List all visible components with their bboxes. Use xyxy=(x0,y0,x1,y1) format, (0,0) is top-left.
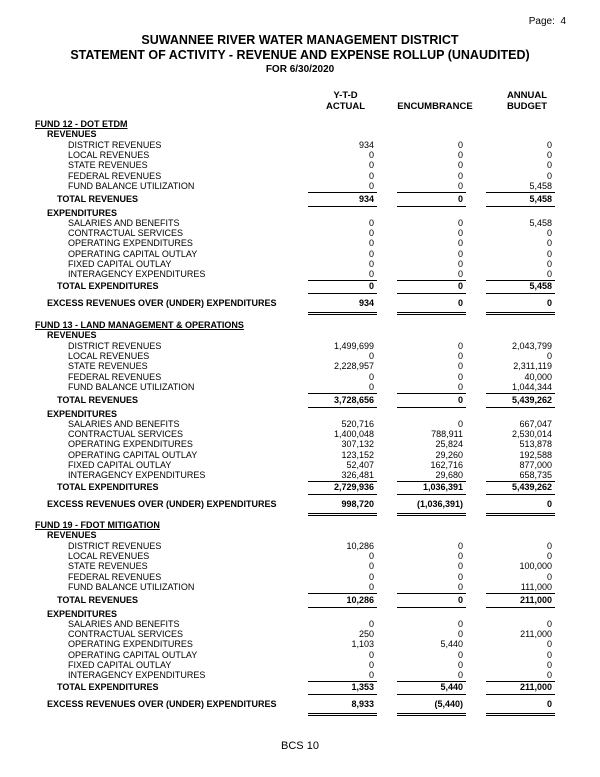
value-ytd-actual: 0 xyxy=(368,351,374,362)
expenditure-row xyxy=(0,429,600,439)
rule-line xyxy=(486,515,555,516)
rule-line xyxy=(486,312,555,313)
fund-title: FUND 19 - FDOT MITIGATION xyxy=(35,520,160,530)
row-label: CONTRACTUAL SERVICES xyxy=(68,629,184,640)
value-encumbrance: 162,716 xyxy=(430,459,463,470)
value-encumbrance: 0 xyxy=(457,269,463,279)
total-revenues-row xyxy=(0,194,600,204)
row-label: SALARIES AND BENEFITS xyxy=(68,218,180,228)
value-annual-budget: 658,735 xyxy=(519,470,552,480)
rule-line xyxy=(486,407,555,408)
value-encumbrance: 0 xyxy=(457,194,463,204)
value-ytd-actual: 0 xyxy=(368,381,374,392)
value-encumbrance: 0 xyxy=(457,170,463,181)
value-encumbrance: 0 xyxy=(457,361,463,372)
rule-line xyxy=(397,314,466,315)
value-ytd-actual: 998,720 xyxy=(341,499,374,510)
value-encumbrance: 0 xyxy=(457,649,463,660)
revenue-row xyxy=(0,351,600,361)
rule-line xyxy=(486,513,555,514)
revenues-heading: REVENUES xyxy=(47,129,97,139)
value-annual-budget: 2,043,799 xyxy=(511,341,552,351)
value-annual-budget: 0 xyxy=(546,659,552,670)
value-encumbrance: 0 xyxy=(457,238,463,249)
row-label: EXCESS REVENUES OVER (UNDER) EXPENDITURES xyxy=(47,298,277,309)
row-label: CONTRACTUAL SERVICES xyxy=(68,429,184,440)
expenditure-row xyxy=(0,650,600,660)
row-label: LOCAL REVENUES xyxy=(68,351,150,362)
value-ytd-actual: 0 xyxy=(368,170,374,181)
row-label: INTERAGENCY EXPENDITURES xyxy=(68,269,206,279)
value-annual-budget: 667,047 xyxy=(519,419,552,429)
total-revenues-row xyxy=(0,595,600,605)
rule-line xyxy=(308,713,377,714)
value-annual-budget: 0 xyxy=(546,150,552,161)
budget-line1: ANNUAL xyxy=(506,90,548,101)
report-period: FOR 6/30/2020 xyxy=(265,64,335,75)
expenditures-heading: EXPENDITURES xyxy=(47,609,118,619)
column-header-ytd-actual xyxy=(318,90,373,112)
value-annual-budget: 0 xyxy=(546,571,552,582)
rule-line xyxy=(486,593,555,594)
value-ytd-actual: 0 xyxy=(368,581,374,592)
expenditure-row xyxy=(0,450,600,460)
row-label: TOTAL REVENUES xyxy=(57,395,139,405)
value-annual-budget: 0 xyxy=(546,639,552,650)
rule-line xyxy=(308,715,377,716)
value-encumbrance: 0 xyxy=(457,670,463,680)
rule-line xyxy=(397,607,466,608)
expenditure-row xyxy=(0,439,600,449)
revenue-row xyxy=(0,160,600,170)
value-encumbrance: 0 xyxy=(457,381,463,392)
row-label: FIXED CAPITAL OUTLAY xyxy=(68,258,172,269)
value-encumbrance: 5,440 xyxy=(440,639,463,650)
value-encumbrance: 5,440 xyxy=(440,682,463,693)
value-annual-budget: 5,458 xyxy=(529,194,552,204)
value-annual-budget: 211,000 xyxy=(520,629,552,640)
rule-line xyxy=(308,494,377,495)
value-ytd-actual: 0 xyxy=(368,371,374,382)
rule-line xyxy=(308,607,377,608)
value-encumbrance: 0 xyxy=(457,160,463,171)
rule-line xyxy=(397,293,466,294)
value-ytd-actual: 0 xyxy=(368,180,374,191)
value-ytd-actual: 2,729,936 xyxy=(333,482,374,493)
value-encumbrance: 29,260 xyxy=(435,449,463,460)
value-ytd-actual: 1,353 xyxy=(351,682,374,693)
expenditure-row xyxy=(0,629,600,639)
value-encumbrance: 0 xyxy=(457,595,463,605)
row-label: STATE REVENUES xyxy=(68,160,148,171)
rule-line xyxy=(397,715,466,716)
rule-line xyxy=(486,206,555,207)
rule-line xyxy=(397,513,466,514)
revenue-row xyxy=(0,551,600,561)
row-label: FUND BALANCE UTILIZATION xyxy=(68,180,195,191)
rule-line xyxy=(397,494,466,495)
expenditure-row xyxy=(0,269,600,279)
value-ytd-actual: 1,400,048 xyxy=(333,429,374,440)
row-label: EXCESS REVENUES OVER (UNDER) EXPENDITURES xyxy=(47,499,277,510)
row-label: INTERAGENCY EXPENDITURES xyxy=(68,470,206,480)
value-encumbrance: 0 xyxy=(457,281,463,292)
rule-line xyxy=(397,713,466,714)
page-footer: BCS 10 xyxy=(281,740,319,752)
rule-line xyxy=(486,694,555,695)
ytd-line1: Y-T-D xyxy=(333,90,358,101)
row-label: STATE REVENUES xyxy=(68,561,148,572)
total-expenditures-row xyxy=(0,281,600,291)
fund-title: FUND 12 - DOT ETDM xyxy=(35,119,128,129)
value-annual-budget: 0 xyxy=(546,541,552,551)
value-encumbrance: 0 xyxy=(457,341,463,351)
revenue-row xyxy=(0,341,600,351)
value-annual-budget: 0 xyxy=(546,248,552,259)
value-annual-budget: 5,439,262 xyxy=(511,395,552,405)
value-annual-budget: 0 xyxy=(546,160,552,171)
value-encumbrance: 25,824 xyxy=(435,439,463,450)
value-ytd-actual: 934 xyxy=(358,140,374,150)
value-encumbrance: 0 xyxy=(457,298,463,309)
rule-line xyxy=(397,206,466,207)
value-annual-budget: 5,458 xyxy=(529,218,552,228)
value-encumbrance: 0 xyxy=(457,551,463,562)
value-annual-budget: 0 xyxy=(546,699,552,710)
column-header-encumbrance: ENCUMBRANCE xyxy=(397,101,473,112)
value-ytd-actual: 0 xyxy=(368,619,374,629)
rule-line xyxy=(308,312,377,313)
row-label: SALARIES AND BENEFITS xyxy=(68,419,180,429)
expenditure-row xyxy=(0,619,600,629)
page-number-label xyxy=(529,16,566,27)
revenue-row xyxy=(0,171,600,181)
page-label: Page: xyxy=(528,16,555,27)
row-label: FUND BALANCE UTILIZATION xyxy=(68,581,195,592)
rule-line xyxy=(486,393,555,394)
row-label: OPERATING EXPENDITURES xyxy=(68,439,193,450)
value-ytd-actual: 0 xyxy=(368,218,374,228)
value-ytd-actual: 52,407 xyxy=(346,459,374,470)
value-encumbrance: 0 xyxy=(457,561,463,572)
column-header-annual-budget xyxy=(497,90,557,112)
value-ytd-actual: 0 xyxy=(368,258,374,269)
value-ytd-actual: 10,286 xyxy=(346,541,374,551)
rule-line xyxy=(308,694,377,695)
expenditures-heading: EXPENDITURES xyxy=(47,208,118,218)
row-label: OPERATING EXPENDITURES xyxy=(68,238,193,249)
value-encumbrance: (5,440) xyxy=(434,699,463,710)
revenue-row xyxy=(0,561,600,571)
expenditure-row xyxy=(0,639,600,649)
expenditure-row xyxy=(0,419,600,429)
expenditure-row xyxy=(0,670,600,680)
expenditure-row xyxy=(0,660,600,670)
value-annual-budget: 0 xyxy=(546,140,552,150)
value-ytd-actual: 0 xyxy=(368,571,374,582)
value-ytd-actual: 0 xyxy=(368,551,374,562)
row-label: CONTRACTUAL SERVICES xyxy=(68,228,184,239)
value-annual-budget: 877,000 xyxy=(519,459,552,470)
value-annual-budget: 1,044,344 xyxy=(511,381,552,392)
value-encumbrance: 0 xyxy=(457,581,463,592)
value-ytd-actual: 8,933 xyxy=(351,699,374,710)
rule-line xyxy=(397,393,466,394)
value-ytd-actual: 0 xyxy=(368,281,374,292)
row-label: FEDERAL REVENUES xyxy=(68,571,162,582)
value-ytd-actual: 0 xyxy=(368,248,374,259)
row-label: TOTAL REVENUES xyxy=(57,595,139,605)
value-annual-budget: 5,458 xyxy=(529,281,552,292)
expenditure-row xyxy=(0,259,600,269)
value-annual-budget: 2,530,014 xyxy=(511,429,552,440)
row-label: STATE REVENUES xyxy=(68,361,148,372)
row-label: INTERAGENCY EXPENDITURES xyxy=(68,670,206,680)
rule-line xyxy=(308,593,377,594)
rule-line xyxy=(308,407,377,408)
value-annual-budget: 192,588 xyxy=(519,449,552,460)
value-encumbrance: 0 xyxy=(457,619,463,629)
rule-line xyxy=(308,206,377,207)
value-annual-budget: 0 xyxy=(546,269,552,279)
value-encumbrance: 0 xyxy=(457,419,463,429)
value-encumbrance: 0 xyxy=(457,218,463,228)
revenue-row xyxy=(0,150,600,160)
value-ytd-actual: 2,228,957 xyxy=(333,361,374,372)
value-annual-budget: 0 xyxy=(546,351,552,362)
value-annual-budget: 513,878 xyxy=(519,439,552,450)
rule-line xyxy=(308,314,377,315)
value-annual-budget: 0 xyxy=(546,170,552,181)
expenditure-row xyxy=(0,238,600,248)
value-ytd-actual: 1,103 xyxy=(351,639,374,650)
expenditure-row xyxy=(0,249,600,259)
rule-line xyxy=(308,515,377,516)
value-encumbrance: 0 xyxy=(457,180,463,191)
page-number: 4 xyxy=(560,16,566,27)
value-annual-budget: 0 xyxy=(546,238,552,249)
budget-line2: BUDGET xyxy=(506,101,548,112)
value-ytd-actual: 934 xyxy=(358,194,374,204)
rule-line xyxy=(486,314,555,315)
value-encumbrance: 0 xyxy=(457,371,463,382)
value-ytd-actual: 3,728,656 xyxy=(333,395,374,405)
value-annual-budget: 0 xyxy=(546,499,552,510)
value-ytd-actual: 0 xyxy=(368,160,374,171)
value-encumbrance: 0 xyxy=(457,228,463,239)
rule-line xyxy=(308,192,377,193)
revenue-row xyxy=(0,181,600,191)
rule-line xyxy=(397,694,466,695)
value-annual-budget: 211,000 xyxy=(519,595,552,605)
row-label: DISTRICT REVENUES xyxy=(68,541,162,551)
value-annual-budget: 211,000 xyxy=(519,682,552,693)
value-annual-budget: 111,000 xyxy=(520,581,552,592)
row-label: FEDERAL REVENUES xyxy=(68,371,162,382)
row-label: SALARIES AND BENEFITS xyxy=(68,619,180,629)
row-label: OPERATING EXPENDITURES xyxy=(68,639,193,650)
total-expenditures-row xyxy=(0,482,600,492)
row-label: OPERATING CAPITAL OUTLAY xyxy=(68,649,198,660)
row-label: FIXED CAPITAL OUTLAY xyxy=(68,659,172,670)
rule-line xyxy=(308,293,377,294)
value-encumbrance: 0 xyxy=(457,541,463,551)
rule-line xyxy=(397,515,466,516)
revenues-heading: REVENUES xyxy=(47,530,97,540)
value-ytd-actual: 0 xyxy=(368,670,374,680)
rule-line xyxy=(308,513,377,514)
rule-line xyxy=(486,293,555,294)
value-annual-budget: 0 xyxy=(546,298,552,309)
value-annual-budget: 0 xyxy=(546,551,552,562)
value-encumbrance: 0 xyxy=(457,150,463,161)
value-ytd-actual: 0 xyxy=(368,238,374,249)
value-ytd-actual: 520,716 xyxy=(341,419,374,429)
value-encumbrance: 788,911 xyxy=(431,429,463,440)
revenue-row xyxy=(0,140,600,150)
rule-line xyxy=(308,393,377,394)
expenditure-row xyxy=(0,228,600,238)
total-revenues-row xyxy=(0,395,600,405)
row-label: OPERATING CAPITAL OUTLAY xyxy=(68,248,198,259)
value-ytd-actual: 250 xyxy=(358,629,374,640)
row-label: FEDERAL REVENUES xyxy=(68,170,162,181)
value-annual-budget: 0 xyxy=(546,619,552,629)
revenues-heading: REVENUES xyxy=(47,330,97,340)
fund-title: FUND 13 - LAND MANAGEMENT & OPERATIONS xyxy=(35,320,244,330)
value-encumbrance: 0 xyxy=(457,351,463,362)
report-subtitle: STATEMENT OF ACTIVITY - REVENUE AND EXPENSE ROLLUP (UNAUDITED) xyxy=(70,48,530,62)
value-ytd-actual: 1,499,699 xyxy=(333,341,374,351)
row-label: OPERATING CAPITAL OUTLAY xyxy=(68,449,198,460)
rule-line xyxy=(397,593,466,594)
revenue-row xyxy=(0,572,600,582)
rule-line xyxy=(397,312,466,313)
value-encumbrance: 0 xyxy=(457,629,463,640)
revenue-row xyxy=(0,372,600,382)
row-label: TOTAL EXPENDITURES xyxy=(57,482,159,493)
value-annual-budget: 5,458 xyxy=(529,180,552,191)
value-ytd-actual: 0 xyxy=(368,269,374,279)
value-encumbrance: 0 xyxy=(457,659,463,670)
rule-line xyxy=(486,494,555,495)
value-annual-budget: 40,000 xyxy=(524,371,552,382)
value-ytd-actual: 0 xyxy=(368,561,374,572)
value-encumbrance: 1,036,391 xyxy=(422,482,463,493)
row-label: TOTAL EXPENDITURES xyxy=(57,281,159,292)
rule-line xyxy=(486,715,555,716)
report-title: SUWANNEE RIVER WATER MANAGEMENT DISTRICT xyxy=(141,33,459,47)
value-annual-budget: 2,311,119 xyxy=(513,361,552,372)
value-annual-budget: 5,439,262 xyxy=(511,482,552,493)
row-label: DISTRICT REVENUES xyxy=(68,140,162,150)
expenditure-row xyxy=(0,470,600,480)
value-encumbrance: 0 xyxy=(457,571,463,582)
ytd-line2: ACTUAL xyxy=(325,101,366,112)
value-encumbrance: (1,036,391) xyxy=(416,499,463,510)
revenue-row xyxy=(0,361,600,371)
value-ytd-actual: 0 xyxy=(368,150,374,161)
row-label: LOCAL REVENUES xyxy=(68,150,150,161)
value-encumbrance: 0 xyxy=(457,395,463,405)
rule-line xyxy=(397,192,466,193)
expenditure-row xyxy=(0,460,600,470)
revenue-row xyxy=(0,382,600,392)
value-encumbrance: 29,680 xyxy=(435,470,463,480)
row-label: FIXED CAPITAL OUTLAY xyxy=(68,459,172,470)
rule-line xyxy=(486,713,555,714)
value-annual-budget: 100,000 xyxy=(519,561,552,572)
row-label: FUND BALANCE UTILIZATION xyxy=(68,381,195,392)
value-encumbrance: 0 xyxy=(457,140,463,150)
total-expenditures-row xyxy=(0,682,600,692)
row-label: DISTRICT REVENUES xyxy=(68,341,162,351)
value-annual-budget: 0 xyxy=(546,228,552,239)
value-encumbrance: 0 xyxy=(457,248,463,259)
row-label: TOTAL REVENUES xyxy=(57,194,139,204)
value-ytd-actual: 0 xyxy=(368,649,374,660)
rule-line xyxy=(486,607,555,608)
revenue-row xyxy=(0,541,600,551)
value-ytd-actual: 326,481 xyxy=(341,470,374,480)
value-ytd-actual: 307,132 xyxy=(341,439,374,450)
expenditure-row xyxy=(0,218,600,228)
revenue-row xyxy=(0,582,600,592)
value-annual-budget: 0 xyxy=(546,258,552,269)
row-label: TOTAL EXPENDITURES xyxy=(57,682,159,693)
value-annual-budget: 0 xyxy=(546,649,552,660)
value-ytd-actual: 0 xyxy=(368,228,374,239)
rule-line xyxy=(486,192,555,193)
expenditures-heading: EXPENDITURES xyxy=(47,409,118,419)
rule-line xyxy=(397,407,466,408)
value-ytd-actual: 10,286 xyxy=(346,595,374,605)
value-encumbrance: 0 xyxy=(457,258,463,269)
value-ytd-actual: 0 xyxy=(368,659,374,670)
value-annual-budget: 0 xyxy=(546,670,552,680)
row-label: LOCAL REVENUES xyxy=(68,551,150,562)
value-ytd-actual: 123,152 xyxy=(341,449,374,460)
row-label: EXCESS REVENUES OVER (UNDER) EXPENDITURES xyxy=(47,699,277,710)
value-ytd-actual: 934 xyxy=(358,298,374,309)
